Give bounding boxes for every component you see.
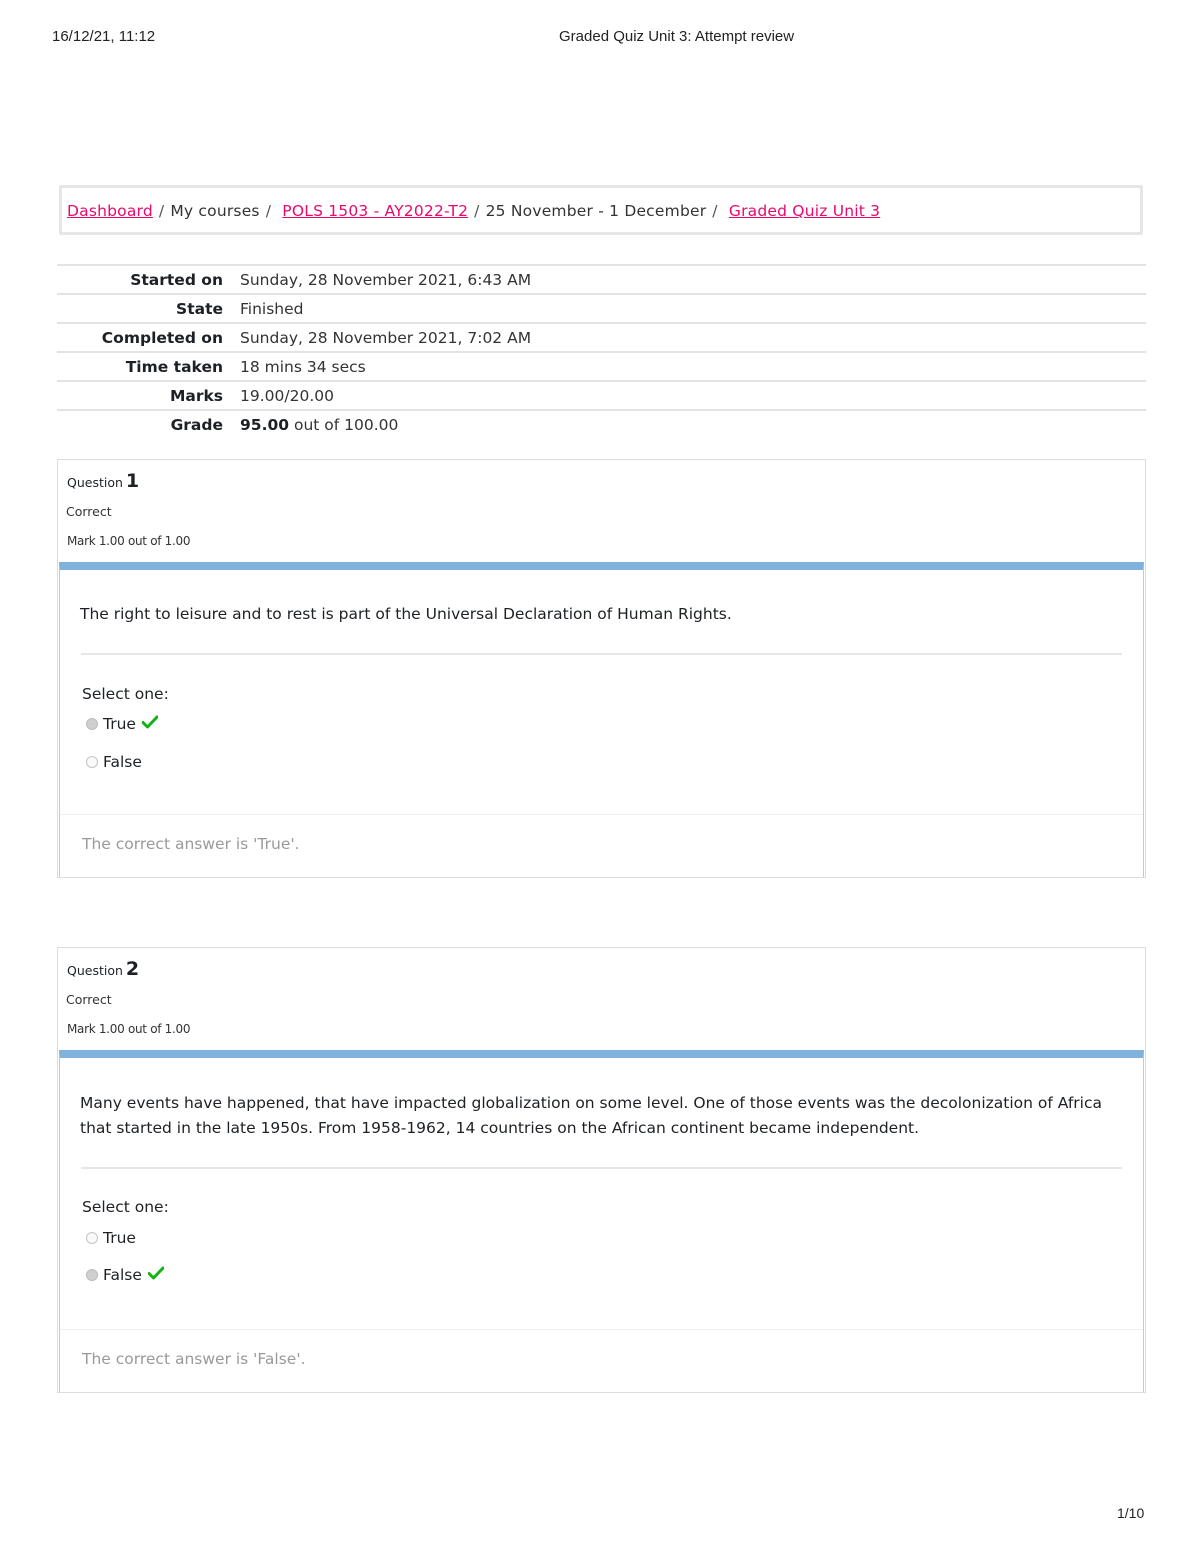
summary-value: Sunday, 28 November 2021, 7:02 AM [240, 328, 532, 347]
question-number [67, 470, 139, 492]
summary-row-started [57, 265, 1146, 294]
question-text: Many events have happened, that have impacted globalization on some level. One of those events was the decolonization of Africa that started in the late 1950s. From 1958-1962, 14 countries on the African continent became independent. [80, 1094, 1102, 1137]
question-info [58, 948, 1145, 1050]
summary-row-grade [57, 410, 1146, 438]
grade-suffix: out of 100.00 [293, 415, 399, 434]
answer-label: True [103, 1229, 136, 1247]
question-1 [57, 459, 1146, 878]
answer-label: False [103, 1266, 142, 1284]
summary-row-time-taken [57, 352, 1146, 381]
print-title: Graded Quiz Unit 3: Attempt review [559, 28, 795, 45]
summary-label: Grade [170, 415, 223, 434]
breadcrumb-separator: / [158, 202, 165, 220]
question-content [59, 1050, 1144, 1392]
check-icon [148, 1266, 164, 1284]
breadcrumb-item-my-courses: My courses [170, 202, 260, 220]
question-feedback [60, 1329, 1143, 1392]
question-state: Correct [66, 992, 112, 1007]
summary-label: Completed on [101, 328, 223, 347]
question-prefix: Question [67, 475, 123, 490]
summary-row-state [57, 294, 1146, 323]
page-number: 1/10 [1117, 1505, 1145, 1521]
answer-option-false[interactable] [86, 753, 142, 771]
question-state: Correct [66, 504, 112, 519]
radio-button[interactable] [86, 718, 98, 730]
answer-label: False [103, 753, 142, 771]
question-number [67, 958, 139, 980]
breadcrumb-link-course[interactable]: POLS 1503 - AY2022-T2 [282, 202, 469, 220]
summary-value: Finished [240, 299, 304, 318]
select-one-prompt: Select one: [82, 685, 169, 703]
check-icon [142, 715, 158, 733]
summary-label: Time taken [125, 357, 223, 376]
question-content [59, 562, 1144, 877]
breadcrumb [67, 202, 880, 220]
breadcrumb-item-week: 25 November - 1 December [485, 202, 707, 220]
summary-row-marks [57, 381, 1146, 410]
answer-label: True [103, 715, 136, 733]
answer-option-false[interactable] [86, 1266, 164, 1284]
print-header [0, 28, 1200, 50]
question-feedback [60, 814, 1143, 877]
question-prefix: Question [67, 963, 123, 978]
question-num: 1 [125, 470, 140, 492]
radio-button[interactable] [86, 756, 98, 768]
summary-label: Marks [169, 386, 223, 405]
attempt-summary-table [57, 264, 1146, 438]
print-datetime: 16/12/21, 11:12 [52, 28, 156, 45]
correct-answer-text: The correct answer is 'True'. [82, 835, 300, 853]
breadcrumb-separator: / [712, 202, 718, 220]
summary-value: Sunday, 28 November 2021, 6:43 AM [240, 270, 532, 289]
correct-answer-text: The correct answer is 'False'. [82, 1350, 306, 1368]
breadcrumb-link-quiz[interactable]: Graded Quiz Unit 3 [728, 202, 881, 220]
question-divider [81, 1167, 1122, 1169]
summary-value [231, 410, 1146, 438]
grade-value: 95.00 [240, 415, 290, 434]
summary-value: 19.00/20.00 [240, 386, 334, 405]
breadcrumb-link-dashboard[interactable]: Dashboard [67, 202, 153, 220]
answer-option-true[interactable] [86, 715, 158, 733]
question-2 [57, 947, 1146, 1393]
breadcrumb-separator: / [265, 202, 272, 220]
answer-option-true[interactable] [86, 1229, 136, 1247]
summary-label: Started on [130, 270, 223, 289]
question-text: The right to leisure and to rest is part of the Universal Declaration of Human Rights. [80, 605, 732, 623]
summary-value: 18 mins 34 secs [240, 357, 366, 376]
radio-button[interactable] [86, 1269, 98, 1281]
breadcrumb-separator: / [474, 202, 480, 220]
summary-row-completed [57, 323, 1146, 352]
question-divider [81, 653, 1122, 655]
breadcrumb-container [59, 185, 1143, 235]
question-num: 2 [125, 958, 140, 980]
question-mark: Mark 1.00 out of 1.00 [67, 1022, 191, 1036]
question-info [58, 460, 1145, 562]
summary-label: State [176, 299, 223, 318]
select-one-prompt: Select one: [82, 1198, 169, 1216]
radio-button[interactable] [86, 1232, 98, 1244]
question-mark: Mark 1.00 out of 1.00 [67, 534, 191, 548]
